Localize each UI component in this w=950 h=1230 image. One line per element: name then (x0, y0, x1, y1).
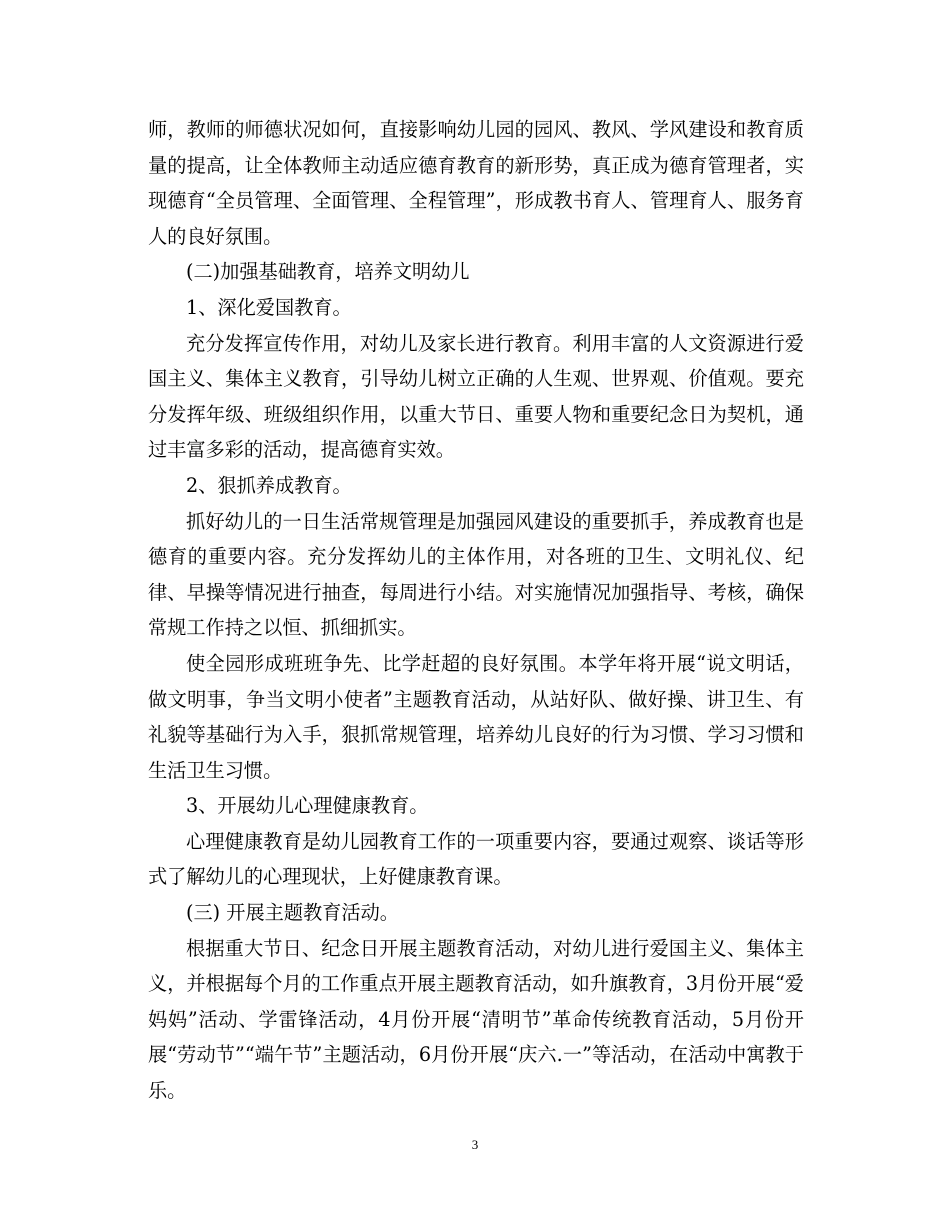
section-heading-2: (二)加强基础教育，培养文明幼儿 (186, 260, 470, 284)
subheading-habit-education: 2、狠抓养成教育。 (186, 473, 352, 497)
subheading-mental-health: 3、开展幼儿心理健康教育。 (186, 794, 429, 818)
document-body (148, 112, 804, 1109)
paragraph-habit-education: 抓好幼儿的一日生活常规管理是加强园风建设的重要抓手，养成教育也是德育的重要内容。充分发挥幼儿的主体作用，对各班的卫生、文明礼仪、纪律、早操等情况进行抽查，每周进行小结。对实施情况加强指导、考核，确保常规工作持之以恒、抓细抓实。 (148, 509, 804, 640)
section-heading-3: (三) 开展主题教育活动。 (186, 901, 399, 925)
page-number: 3 (471, 1137, 479, 1152)
subheading-patriotic-education: 1、深化爱国教育。 (186, 295, 352, 319)
paragraph-patriotic-education: 充分发挥宣传作用，对幼儿及家长进行教育。利用丰富的人文资源进行爱国主义、集体主义教育，引导幼儿树立正确的人生观、世界观、价值观。要充分发挥年级、班级组织作用，以重大节日、重要人物和重要纪念日为契机，通过丰富多彩的活动，提高德育实效。 (148, 331, 804, 462)
paragraph-civility-campaign: 使全园形成班班争先、比学赶超的良好氛围。本学年将开展“说文明话，做文明事，争当文明小使者”主题教育活动，从站好队、做好操、讲卫生、有礼貌等基础行为入手，狠抓常规管理，培养幼儿良好的行为习惯、学习习惯和生活卫生习惯。 (148, 651, 804, 782)
paragraph-continued: 师，教师的师德状况如何，直接影响幼儿园的园风、教风、学风建设和教育质量的提高，让全体教师主动适应德育教育的新形势，真正成为德育管理者，实现德育“全员管理、全面管理、全程管理”，形成教书育人、管理育人、服务育人的良好氛围。 (148, 118, 804, 248)
paragraph-themed-activities: 根据重大节日、纪念日开展主题教育活动，对幼儿进行爱国主义、集体主义，并根据每个月的工作重点开展主题教育活动，如升旗教育，3月份开展“爱妈妈”活动、学雷锋活动，4月份开展“清明节”革命传统教育活动，5月份开展“劳动节”“端午节”主题活动，6月份开展“庆六.一”等活动，在活动中寓教于乐。 (148, 936, 804, 1103)
paragraph-mental-health: 心理健康教育是幼儿园教育工作的一项重要内容，要通过观察、谈话等形式了解幼儿的心理现状，上好健康教育课。 (148, 829, 804, 889)
